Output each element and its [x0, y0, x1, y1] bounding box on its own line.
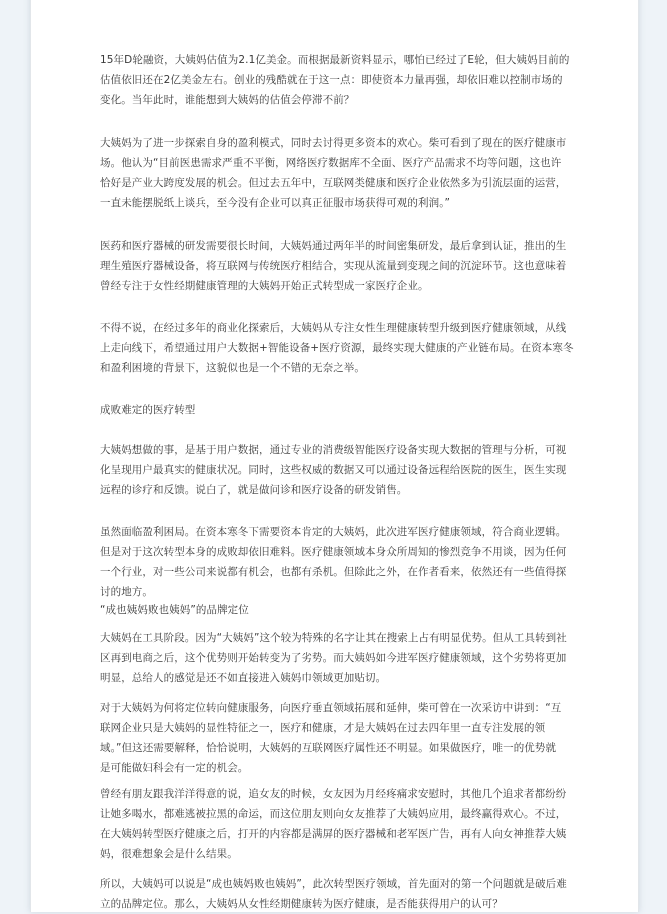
- paragraph: [100, 236, 566, 296]
- text-line: 估值依旧还在2亿美金左右。创业的残酷就在于这一点：即使资本力量再强，却依旧难以控制市场的: [100, 74, 563, 86]
- text-line: 不得不说，在经过多年的商业化探索后，大姨妈从专注女性生理健康转型升级到医疗健康领域，从线: [100, 322, 567, 334]
- text-line: 一个行业，对一些公司来说都有机会，也都有杀机。但除此之外，在作者看来，依然还有一些值得探: [100, 566, 567, 578]
- text-line: 曾经专注于女性经期健康管理的大姨妈开始正式转型成一家医疗企业。: [100, 280, 429, 292]
- text-line: 区再到电商之后，这个优势则开始转变为了劣势。而大姨妈如今进军医疗健康领域，这个劣势将更加: [100, 652, 567, 664]
- text-line: 和盈利困境的背景下，这貌似也是一个不错的无奈之举。: [100, 362, 365, 374]
- text-line: 明显，总给人的感觉是还不如直接进入姨妈巾领域更加贴切。: [100, 672, 387, 684]
- text-line: 变化。当年此时，谁能想到大姨妈的估值会停滞不前？: [100, 94, 355, 106]
- text-line: 联网企业只是大姨妈的显性特征之一，医疗和健康，才是大姨妈在过去四年里一直专注发展的领: [100, 722, 546, 734]
- text-line: 恰好是产业大跨度发展的机会。但过去五年中，互联网类健康和医疗企业依然多为引流层面的运营，: [100, 177, 567, 189]
- text-line: 大姨妈想做的事，是基于用户数据，通过专业的消费级智能医疗设备实现大数据的管理与分析，可视: [100, 444, 567, 456]
- paragraph: [100, 318, 574, 378]
- paragraph: [100, 440, 566, 500]
- text-line: 医药和医疗器械的研发需要很长时间，大姨妈通过两年半的时间密集研发，最后拿到认证，推出的生: [100, 240, 567, 252]
- text-line: 一直未能摆脱纸上谈兵，至今没有企业可以真正征服市场获得可观的利润。”: [100, 197, 451, 209]
- text-line: 15年D轮融资，大姨妈估值为2.1亿美金。而根据最新资料显示，哪怕已经过了E轮，但大姨妈目前的: [100, 54, 570, 66]
- section-heading: [100, 400, 195, 420]
- section-heading-capital-winter: [100, 0, 206, 2]
- paragraph: [100, 784, 566, 864]
- paragraph: [100, 50, 569, 110]
- paragraph: [100, 874, 567, 914]
- text-line: 立的品牌定位。那么，大姨妈从女性经期健康转为医疗健康，是否能获得用户的认可？: [100, 898, 503, 910]
- text-line: 曾经有朋友跟我洋洋得意的说，追女友的时候，女友因为月经疼痛求安慰时，其他几个追求者都纷纷: [100, 788, 567, 800]
- text-line: 大姨妈在工具阶段。因为“大姨妈”这个较为特殊的名字让其在搜索上占有明显优势。但从工具转到社: [100, 632, 567, 644]
- text-line: 对于大姨妈为何将定位转向健康服务，向医疗垂直领域拓展和延伸，柴可曾在一次采访中讲到：“互: [100, 702, 562, 714]
- text-line: 成败难定的医疗转型: [100, 404, 196, 416]
- text-line: 讨的地方。: [100, 586, 153, 598]
- text-line: 大姨妈为了进一步探索自身的盈利模式，同时去讨得更多资本的欢心。柴可看到了现在的医疗健康市: [100, 137, 567, 149]
- article-page: [30, 0, 639, 912]
- text-line: 理生殖医疗器械设备，将互联网与传统医疗相结合，实现从流量到变现之间的沉淀环节。这也意味着: [100, 260, 567, 272]
- paragraph: [100, 628, 567, 688]
- text-line: 妈，很难想象会是什么结果。: [100, 848, 238, 860]
- text-line: “成也姨妈败也姨妈”的品牌定位: [100, 604, 249, 616]
- text-line: 化呈现用户最真实的健康状况。同时，这些权威的数据又可以通过设备远程给医院的医生，医生实现: [100, 464, 567, 476]
- text-line: 场。他认为“目前医患需求严重不平衡，网络医疗数据库不全面、医疗产品需求不均等问题，这也许: [100, 157, 562, 169]
- text-line: 是可能做妇科会有一定的机会。: [100, 762, 249, 774]
- paragraph: [100, 522, 566, 602]
- text-line: 上走向线下，希望通过用户大数据+智能设备+医疗资源，最终实现大健康的产业链布局。在资本寒冬: [100, 342, 574, 354]
- text-line: 在大姨妈转型医疗健康之后，打开的内容都是满屏的医疗器械和老军医广告，再有人向女神推荐大姨: [100, 828, 567, 840]
- text-line: 远程的诊疗和反馈。说白了，就是做问诊和医疗设备的研发销售。: [100, 484, 408, 496]
- text-line: 所以，大姨妈可以说是“成也姨妈败也姨妈”，此次转型医疗领域，首先面对的第一个问题就是破后难: [100, 878, 567, 890]
- text-line: 让她多喝水，都难逃被拉黑的命运，而这位朋友则向女友推荐了大姨妈应用，最终赢得欢心。不过，: [100, 808, 567, 820]
- text-line: 但是对于这次转型本身的成败却依旧难料。医疗健康领域本身众所周知的惨烈竞争不用谈，因为任何: [100, 546, 567, 558]
- text-line: 域。”但这还需要解释，恰恰说明，大姨妈的互联网医疗属性还不明显。如果做医疗，唯一的优势就: [100, 742, 557, 754]
- paragraph: [100, 698, 561, 778]
- paragraph: [100, 133, 566, 213]
- text-line: 虽然面临盈利困局。在资本寒冬下需要资本肯定的大姨妈，此次进军医疗健康领域，符合商业逻辑。: [100, 526, 567, 538]
- section-heading: [100, 600, 249, 620]
